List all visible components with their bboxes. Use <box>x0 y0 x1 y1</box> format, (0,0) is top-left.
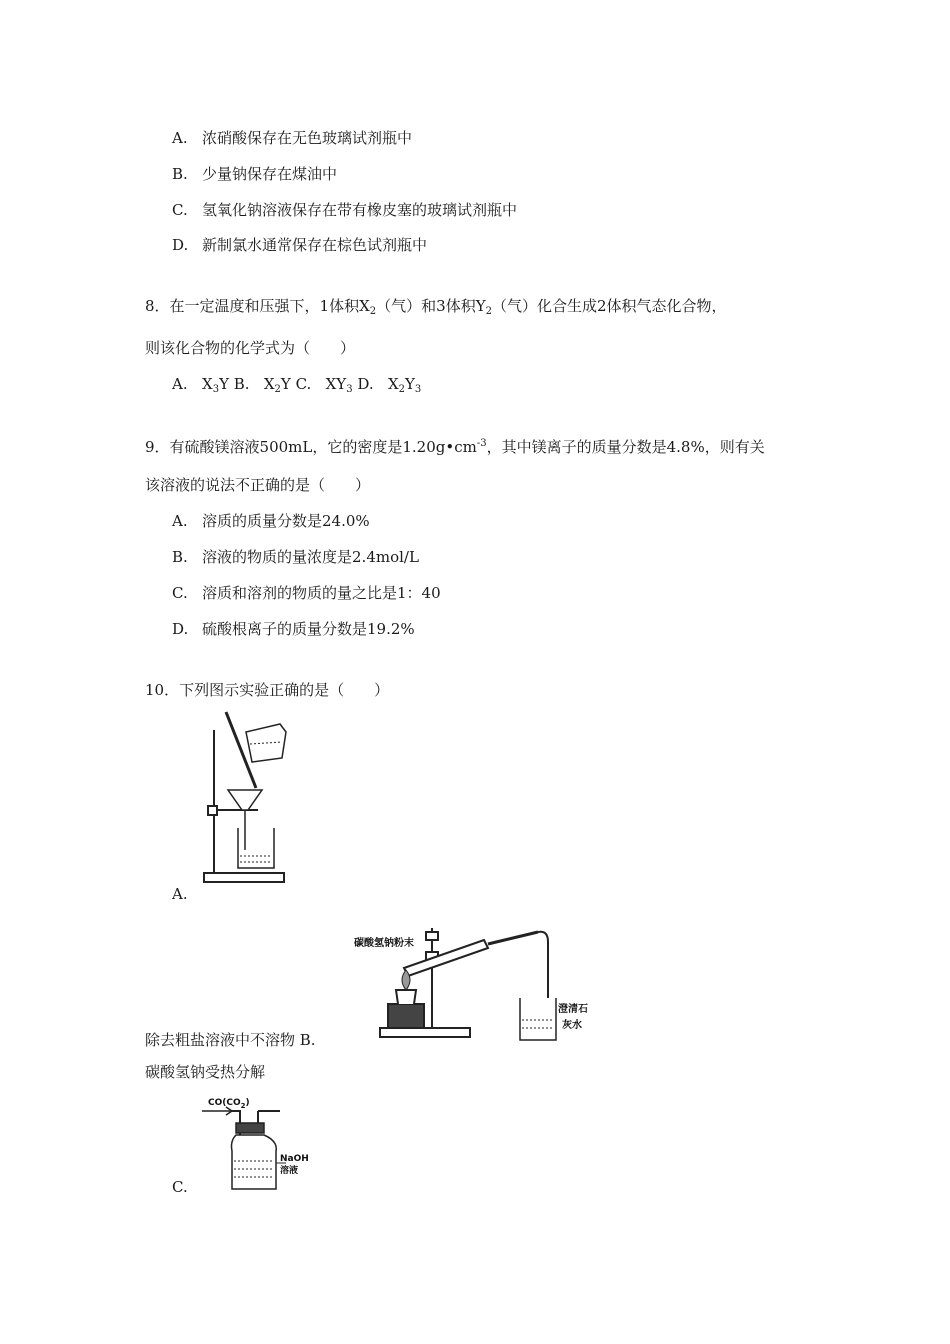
q8-stem-line1 <box>145 296 727 322</box>
caption-text: 除去粗盐溶液中不溶物 B. <box>145 1031 316 1049</box>
subscript: 3 <box>346 384 353 395</box>
stem-text: （气）化合生成2体积气态化合物， <box>491 297 727 315</box>
option-letter: A. <box>172 512 188 530</box>
option-text: 溶质的质量分数是24.0% <box>202 512 370 530</box>
option-letter: B. <box>172 548 188 566</box>
stem-text: ，其中镁离子的质量分数是4.8%，则有关 <box>486 438 765 456</box>
solution-label: 溶液 <box>280 1166 299 1176</box>
gas-washing-bottle-figure <box>200 1093 310 1193</box>
q7-option-d <box>172 235 427 255</box>
option-text: 硫酸根离子的质量分数是19.2% <box>202 620 415 638</box>
q10-stem <box>145 680 389 700</box>
stem-text: 则该化合物的化学式为（ ） <box>145 339 356 357</box>
option-letter: Y B. <box>219 375 250 393</box>
q9-option-a <box>172 511 370 531</box>
stem-text: 8．在一定温度和压强下，1体积X <box>145 297 370 315</box>
formula: X <box>202 375 213 393</box>
stem-text: 9．有硫酸镁溶液500mL，它的密度是1.20g•cm <box>145 438 477 456</box>
option-letter: B. <box>172 165 188 183</box>
option-text: 氢氧化钠溶液保存在带有橡皮塞的玻璃试剂瓶中 <box>202 201 518 219</box>
gas-subscript: 2 <box>240 1102 246 1110</box>
gas-text: CO(CO <box>208 1098 241 1108</box>
option-letter: C. <box>172 584 188 602</box>
option-letter: A. <box>172 885 188 903</box>
stem-text: 10．下列图示实验正确的是（ ） <box>145 681 390 699</box>
fig-b-caption-2 <box>145 1062 265 1082</box>
bicarbonate-heating-figure <box>352 918 592 1048</box>
option-text: 溶质和溶剂的物质的量之比是1：40 <box>202 584 441 602</box>
superscript: -3 <box>476 438 487 449</box>
option-letter: C. <box>172 201 188 219</box>
option-text: 新制氯水通常保存在棕色试剂瓶中 <box>202 236 428 254</box>
q9-option-d <box>172 619 415 639</box>
option-text: 少量钠保存在煤油中 <box>202 165 338 183</box>
stem-text: 该溶液的说法不正确的是（ ） <box>145 476 371 494</box>
option-text: 溶液的物质的量浓度是2.4mol/L <box>202 548 419 566</box>
q8-options <box>172 374 421 400</box>
q9-option-b <box>172 547 419 567</box>
stem-text: （气）和3体积Y <box>376 297 486 315</box>
formula: XY <box>325 375 347 393</box>
fig-b-caption <box>145 1030 316 1050</box>
formula: X <box>263 375 275 393</box>
option-letter: D. <box>172 236 189 254</box>
option-text: 浓硝酸保存在无色玻璃试剂瓶中 <box>202 129 413 147</box>
filtration-apparatus-figure <box>198 710 308 885</box>
option-letter: A. <box>172 129 188 147</box>
lime-water-label-1: 澄清石 <box>558 1004 588 1015</box>
option-letter: Y C. <box>280 375 312 393</box>
formula: Y <box>405 375 415 393</box>
subscript: 2 <box>485 306 492 317</box>
naoh-label: NaOH <box>280 1154 309 1164</box>
gas-text-end: ) <box>245 1098 250 1108</box>
formula: X <box>387 375 399 393</box>
q9-option-c <box>172 583 441 603</box>
fig-c-label <box>172 1177 188 1197</box>
q8-stem-line2 <box>145 338 355 358</box>
q9-stem-line2 <box>145 475 370 495</box>
lime-water-label-2: 灰水 <box>562 1020 582 1031</box>
powder-label: 碳酸氢钠粉末 <box>354 938 414 949</box>
q7-option-b <box>172 164 337 184</box>
subscript: 3 <box>212 384 220 395</box>
fig-a-label <box>172 884 188 904</box>
caption-text: 碳酸氢钠受热分解 <box>145 1063 266 1081</box>
subscript: 2 <box>398 384 405 395</box>
option-letter: C. <box>172 1178 188 1196</box>
subscript: 2 <box>369 306 377 317</box>
q9-stem-line1 <box>145 434 765 457</box>
option-letter: A. <box>172 375 188 393</box>
subscript: 3 <box>414 384 422 395</box>
subscript: 2 <box>274 384 281 395</box>
option-letter: D. <box>357 375 374 393</box>
q7-option-c <box>172 200 517 220</box>
q7-option-a <box>172 128 412 148</box>
option-letter: D. <box>172 620 189 638</box>
